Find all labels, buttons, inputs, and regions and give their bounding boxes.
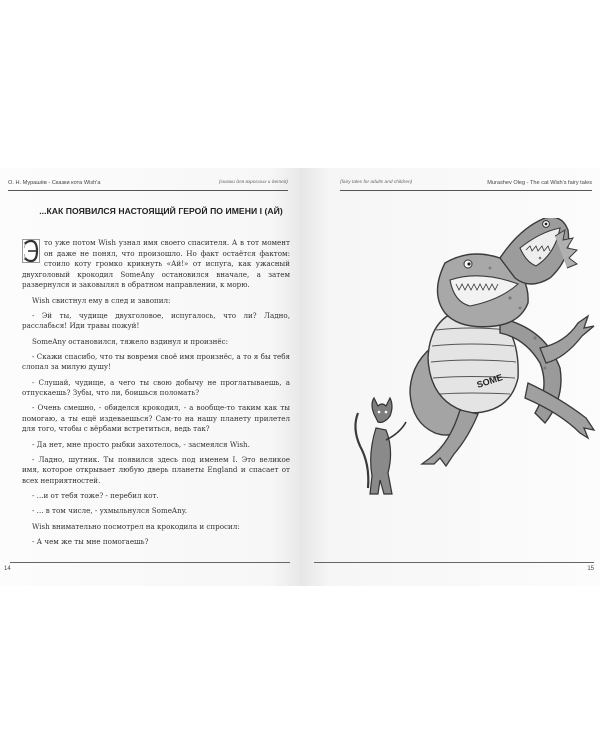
chapter-title: ...КАК ПОЯВИЛСЯ НАСТОЯЩИЙ ГЕРОЙ ПО ИМЕНИ I (АЙ) (39, 206, 283, 216)
running-head-author-title: Murashev Oleg - The cat Wish's fairy tales (487, 180, 592, 186)
paragraph-9: - Ладно, шутник. Ты появился здесь под именем I. Это великое имя, которое открывает любую дверь планеты England и спасает от всех неприятностей. (22, 454, 290, 486)
running-head-subtitle: (сказки для взрослых и детей) (218, 180, 288, 185)
paragraph-6: - Слушай, чудище, а чего ты свою добычу не проглатываешь, а отпускаешь? Зубы, что ли, боишься поломать? (22, 377, 290, 398)
story-text (22, 238, 290, 552)
dropcap-letter-icon (22, 239, 40, 263)
paragraph-4: SomeAny остановился, тяжело вздинул и произнёс: (32, 336, 229, 346)
running-head-subtitle: (fairy tales for adults and children) (340, 180, 413, 185)
cat-icon (355, 398, 406, 494)
crocodile-and-cat-illustration (350, 218, 600, 508)
running-head-right (340, 178, 592, 191)
footer-rule-left (10, 562, 290, 563)
paragraph-13: - А чем же ты мне помогаешь? (32, 536, 149, 546)
paragraph-1 (22, 238, 290, 291)
paragraph-2: Wish свистнул ему в след и завопил: (32, 295, 171, 305)
right-page (300, 168, 600, 586)
left-page (0, 168, 300, 586)
crocodile-icon (410, 218, 594, 466)
paragraph-7: - Очень смешно, - обиделся крокодил, - а вообще-то таким как ты помогаю, а ты ещё издеваешься? Сам-то на нашу планету прилетел для того, чтобы с вёрбами встретиться, ведь так? (22, 403, 290, 434)
running-head-left (8, 178, 288, 191)
paragraph-10: - ...и от тебя тоже? - перебил кот. (32, 491, 159, 501)
footer-rule-right (314, 562, 594, 563)
paragraph-3: - Эй ты, чудище двухголовое, испугалось, что ли? Ладно, расслабься! Иди травы пожуй! (22, 310, 290, 331)
page-number-right: 15 (587, 566, 594, 572)
paragraph-12: Wish внимательно посмотрел на крокодила и спросил: (32, 521, 240, 531)
running-head-author-title: О. Н. Мурашëв - Сказки кота Wish'а (8, 180, 101, 186)
paragraph-5: - Скажи спасибо, что ты вовремя своё имя произнёс, а то я бы тебя слопал за милую душу! (22, 351, 290, 372)
paragraph-text: то уже потом Wish узнал имя своего спасителя. А в тот момент он даже не понял, что произошло. Но факт остаётся фактом: стоило коту громко крикнуть «Ай!» от испуга, как ужасный двухголовый крокодил SomeAny остановился вначале, а затем развернулся и заковылял в обратном направлении, к морю. (22, 238, 290, 290)
crocodile-label: SOME (475, 372, 504, 390)
page-number-left: 14 (4, 566, 11, 572)
book-spread (0, 168, 600, 586)
paragraph-11: - ... в том числе, - ухмыльнулся SomeAny. (32, 506, 188, 516)
paragraph-8: - Да нет, мне просто рыбки захотелось, - засмеялся Wish. (32, 439, 250, 449)
